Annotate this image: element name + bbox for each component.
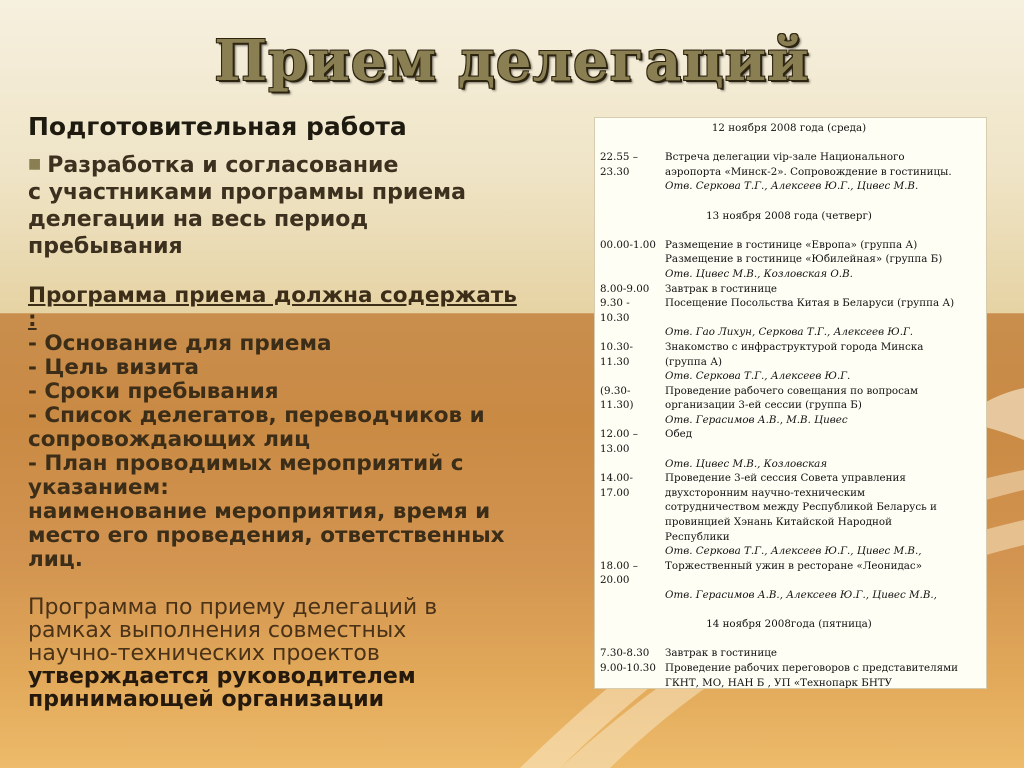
schedule-time: 9.00-10.30 bbox=[600, 661, 656, 674]
schedule-responsible: Отв. Гао Лихун, Серкова Т.Г., Алексеев Ю.Г. bbox=[665, 326, 914, 339]
schedule-time: 17.00 bbox=[600, 486, 630, 499]
page-title: Прием делегаций bbox=[214, 28, 810, 94]
preparation-paragraph bbox=[28, 151, 588, 260]
schedule-responsible: Отв. Цивес М.В., Козловская О.В. bbox=[665, 267, 853, 280]
schedule-row bbox=[600, 646, 978, 661]
schedule-event: Завтрак в гостинице bbox=[665, 282, 777, 295]
schedule-time: 9.30 - bbox=[600, 297, 630, 310]
program-item: - Цель визита bbox=[28, 355, 199, 380]
schedule-time: 11.30 bbox=[600, 355, 630, 368]
schedule-row bbox=[600, 340, 978, 369]
schedule-event: Республики bbox=[665, 530, 730, 543]
schedule-event: аэропорта «Минск-2». Сопровождение в гостиницы. bbox=[665, 165, 952, 178]
schedule-responsible: Отв. Герасимов А.В., Алексеев Ю.Г., Цивес М.В., bbox=[665, 589, 937, 601]
schedule-time: 7.30-8.30 bbox=[600, 647, 650, 660]
schedule-event: Завтрак в гостинице bbox=[665, 647, 777, 660]
program-content-paragraph bbox=[28, 284, 588, 572]
program-item: место его проведения, ответственных bbox=[28, 523, 505, 548]
schedule-time: 18.00 – bbox=[600, 559, 638, 572]
schedule-time: 8.00-9.00 bbox=[600, 282, 650, 295]
schedule-event: Проведение 3-ей сессия Совета управления bbox=[665, 472, 906, 485]
schedule-time: 10.30- bbox=[600, 340, 633, 353]
approval-paragraph bbox=[28, 596, 588, 711]
schedule-day-heading: 13 ноября 2008 года (четверг) bbox=[706, 209, 872, 222]
schedule-row bbox=[600, 282, 978, 297]
schedule-responsible: Отв. Цивес М.В., Козловская bbox=[665, 457, 828, 470]
schedule-event: провинцией Хэнань Китайской Народной bbox=[665, 516, 892, 529]
schedule-event: Торжественный ужин в ресторане «Леонидас» bbox=[665, 559, 922, 572]
schedule-time: 20.00 bbox=[600, 574, 630, 587]
schedule-event: Встреча делегации vip-зале Национального bbox=[665, 151, 905, 164]
schedule-time: 12.00 – bbox=[600, 428, 638, 441]
schedule-row bbox=[600, 559, 978, 588]
program-heading-colon: : bbox=[28, 307, 37, 332]
schedule-event: Проведение рабочих переговоров с представителями bbox=[665, 661, 959, 674]
schedule-event: сотрудничеством между Республикой Беларусь и bbox=[665, 501, 937, 514]
schedule-event: Размещение в гостинице «Юбилейная» (группа Б) bbox=[665, 253, 943, 266]
schedule-event: двухсторонним научно-техническим bbox=[665, 486, 866, 499]
p3-line: Программа по приему делегаций в bbox=[28, 595, 438, 620]
schedule-event: Проведение рабочего совещания по вопросам bbox=[665, 384, 919, 397]
schedule-event: ГКНТ, МО, НАН Б , УП «Технопарк БНТУ bbox=[665, 676, 893, 689]
schedule-time: 10.30 bbox=[600, 311, 630, 324]
schedule-event: Обед bbox=[665, 428, 693, 441]
schedule-row bbox=[600, 238, 978, 267]
schedule-row bbox=[600, 296, 978, 325]
schedule-time: 22.55 – bbox=[600, 151, 638, 164]
schedule-event: Посещение Посольства Китая в Беларуси (группа А) bbox=[665, 297, 955, 310]
schedule-event: (группа А) bbox=[665, 355, 723, 368]
schedule-event: Размещение в гостинице «Европа» (группа А) bbox=[665, 238, 918, 251]
p1-line: с участниками программы приема bbox=[28, 180, 467, 205]
schedule-row bbox=[600, 661, 978, 690]
p3-line: утверждается руководителем bbox=[28, 664, 416, 689]
schedule-responsible: Отв. Серкова Т.Г., Алексеев Ю.Г., Цивес М.В. bbox=[665, 180, 919, 193]
p3-line: рамках выполнения совместных bbox=[28, 618, 407, 643]
program-item: - План проводимых мероприятий с bbox=[28, 451, 464, 476]
p1-line: Разработка и согласование bbox=[47, 153, 399, 178]
square-bullet-icon: ■ bbox=[28, 156, 42, 172]
program-item: - Сроки пребывания bbox=[28, 379, 279, 404]
schedule-day-heading: 14 ноября 2008года (пятница) bbox=[706, 618, 872, 631]
schedule-responsible: Отв. Серкова Т.Г., Алексеев Ю.Г., Цивес М.В., bbox=[665, 545, 922, 558]
schedule-responsible: Отв. Герасимов А.В., М.В. Цивес bbox=[665, 413, 848, 426]
program-item: сопровождающих лиц bbox=[28, 427, 311, 452]
schedule-row bbox=[600, 471, 978, 544]
program-item: - Список делегатов, переводчиков и bbox=[28, 403, 485, 428]
program-heading: Программа приема должна содержать bbox=[28, 283, 517, 308]
schedule-event: организации 3-ей сессии (группа Б) bbox=[665, 399, 862, 412]
p3-line: принимающей организации bbox=[28, 687, 385, 712]
schedule-time: 00.00-1.00 bbox=[600, 238, 656, 251]
program-item: лиц. bbox=[28, 547, 83, 572]
schedule-row bbox=[600, 427, 978, 456]
schedule-row bbox=[600, 384, 978, 413]
p1-line: пребывания bbox=[28, 234, 183, 259]
p1-line: делегации на весь период bbox=[28, 207, 369, 232]
program-item: наименование мероприятия, время и bbox=[28, 499, 491, 524]
schedule-time: 14.00- bbox=[600, 472, 633, 485]
program-item: указанием: bbox=[28, 475, 169, 500]
subtitle: Подготовительная работа bbox=[28, 112, 407, 141]
schedule-document bbox=[594, 117, 987, 689]
schedule-time: 23.30 bbox=[600, 165, 630, 178]
schedule-day-heading: 12 ноября 2008 года (среда) bbox=[711, 122, 867, 134]
schedule-event: Знакомство с инфраструктурой города Минска bbox=[665, 340, 924, 353]
p3-line: научно-технических проектов bbox=[28, 641, 380, 666]
schedule-time: 11.30) bbox=[600, 399, 634, 412]
program-item: - Основание для приема bbox=[28, 331, 332, 356]
schedule-responsible: Отв. Серкова Т.Г., Алексеев Ю.Г. bbox=[665, 370, 851, 383]
left-text-column bbox=[28, 112, 588, 711]
schedule-time: (9.30- bbox=[600, 384, 631, 397]
schedule-row bbox=[600, 150, 978, 179]
schedule-time: 13.00 bbox=[600, 443, 630, 456]
